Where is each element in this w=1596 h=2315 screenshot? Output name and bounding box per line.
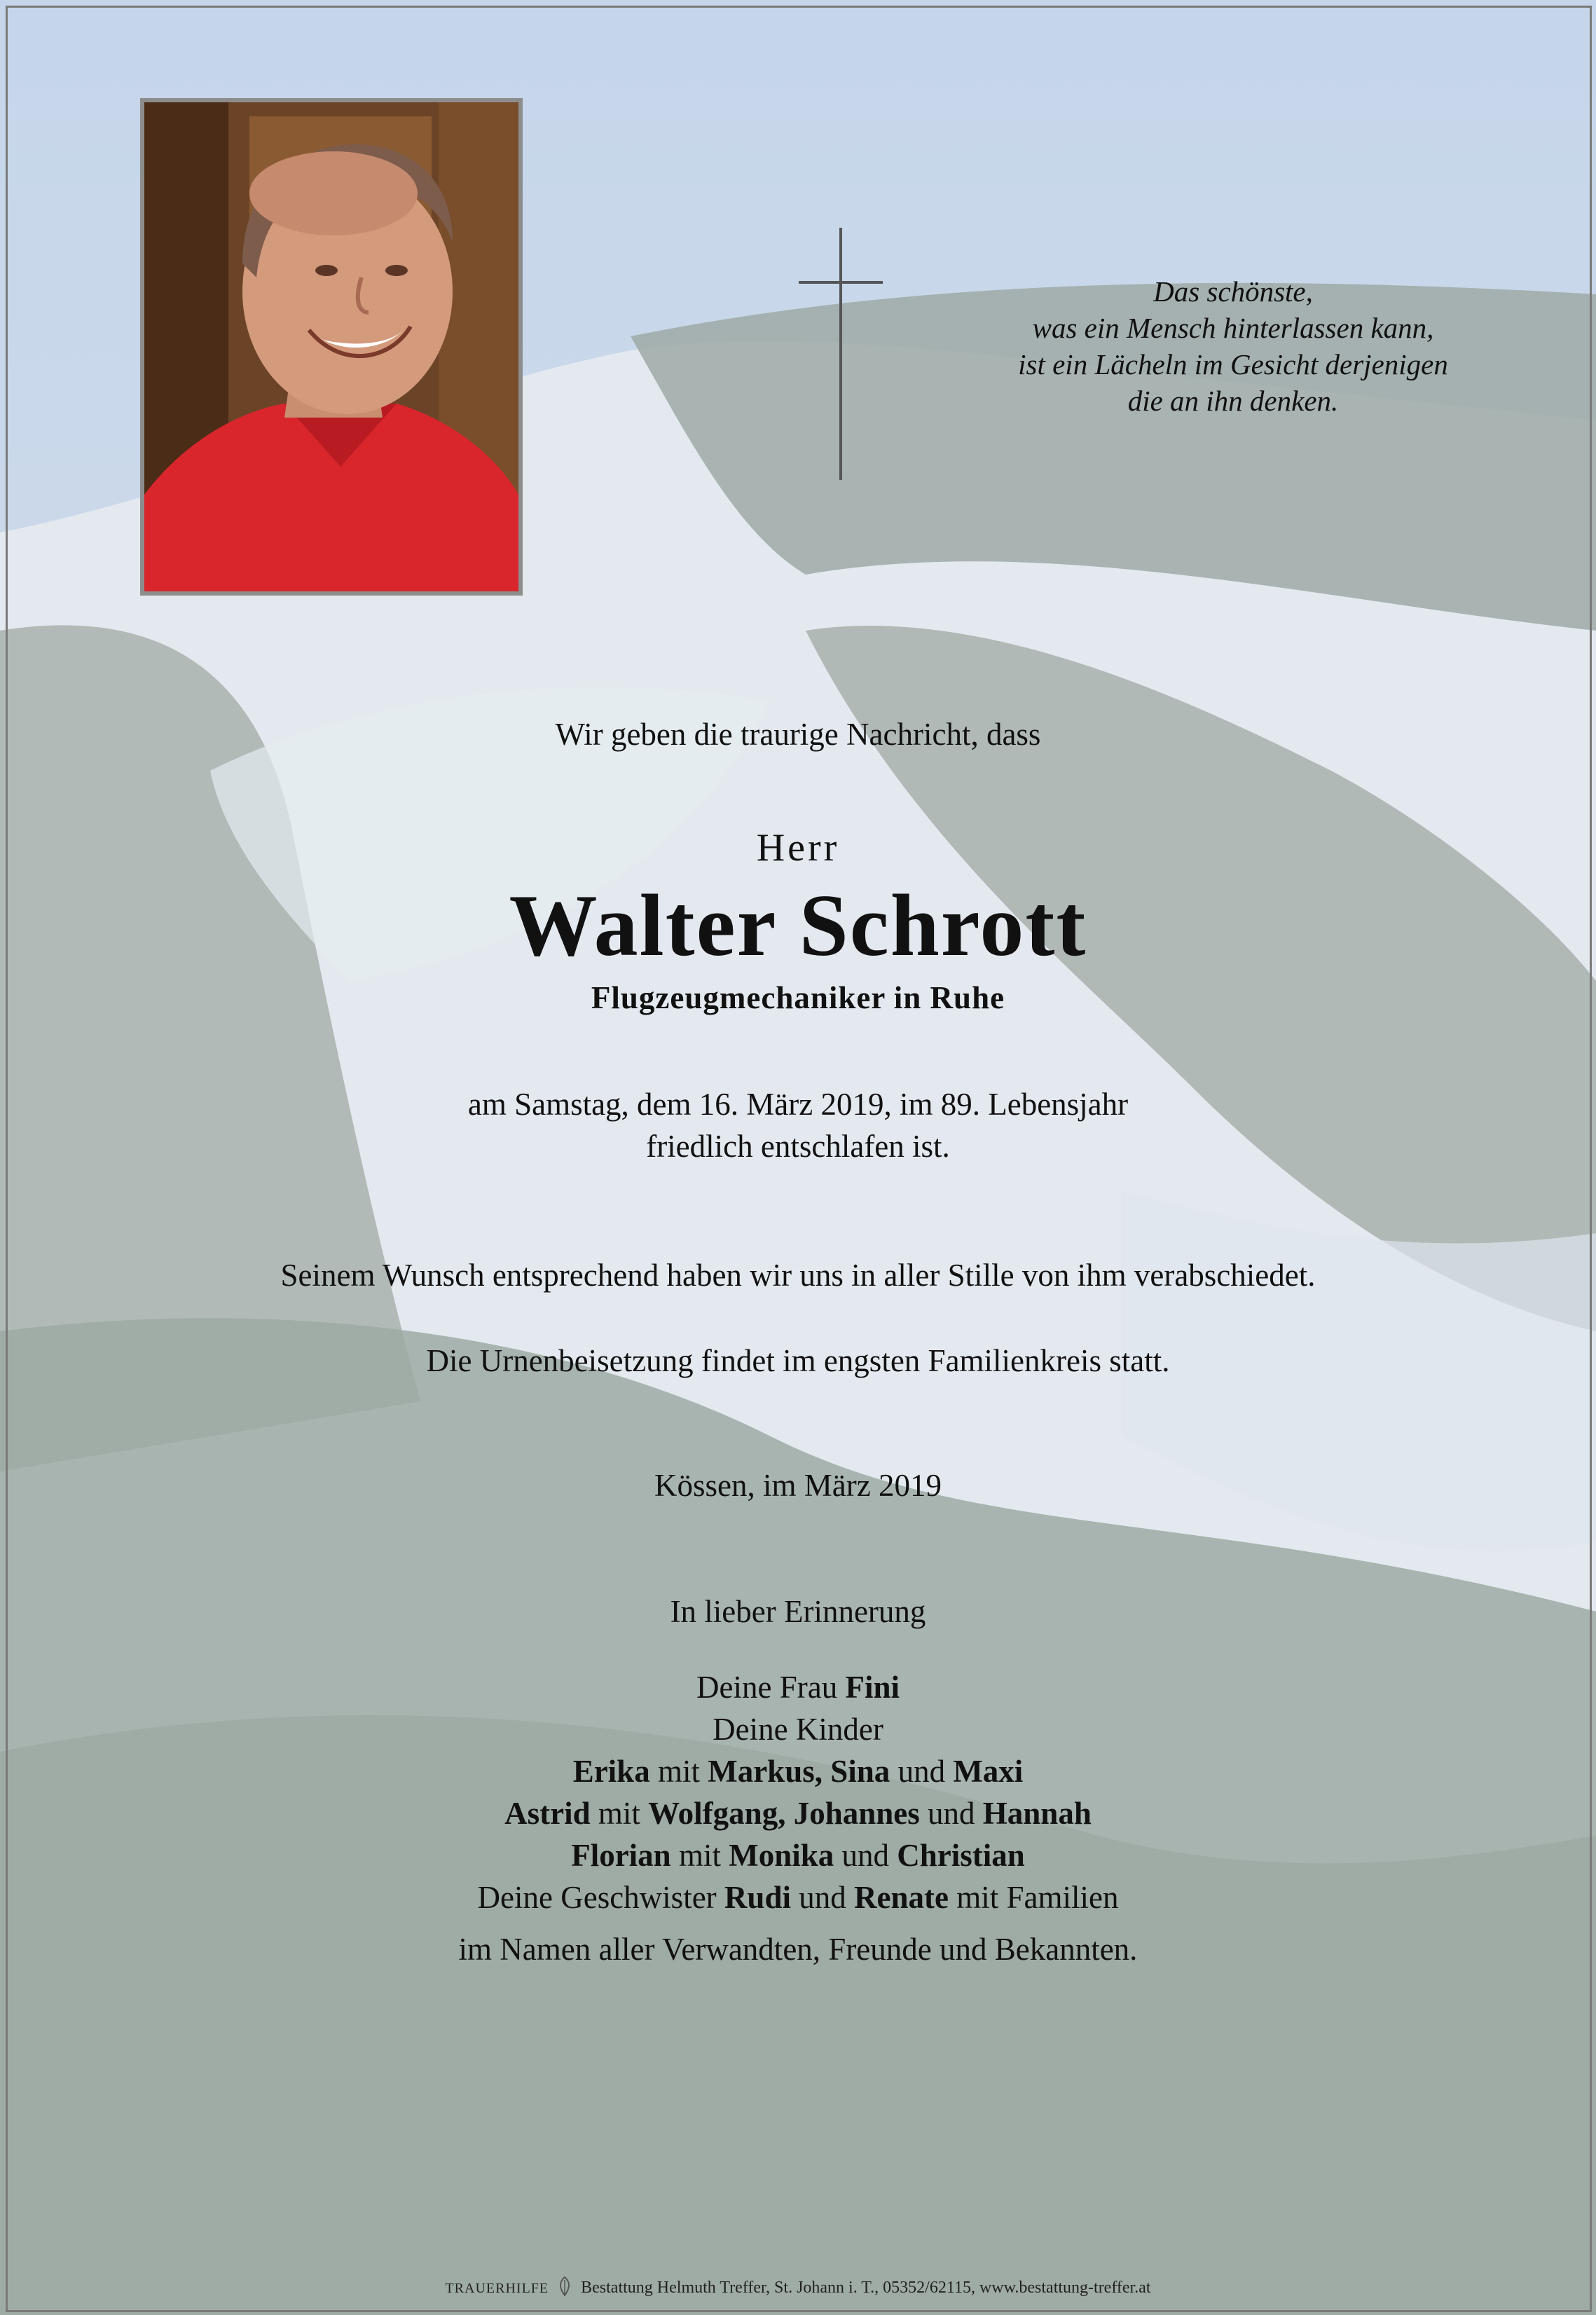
mourner-children-label: Deine Kinder	[713, 1712, 883, 1747]
footer-text: Bestattung Helmuth Treffer, St. Johann i. T., 05352/62115, www.bestattung-treffer.at	[581, 2279, 1151, 2297]
poem-line: ist ein Lächeln im Gesicht derjenigen	[1018, 348, 1448, 380]
deceased-name: Walter Schrott	[509, 877, 1087, 975]
date-of-death: am Samstag, dem 16. März 2019, im 89. Lebensjahr	[467, 1087, 1129, 1122]
poem-line: was ein Mensch hinterlassen kann,	[1032, 312, 1434, 344]
burial-text: Die Urnenbeisetzung findet im engsten Familienkreis statt.	[426, 1343, 1170, 1378]
mourners-heading: In lieber Erinnerung	[670, 1594, 926, 1629]
mourner-siblings: Deine Geschwister Rudi und Renate mit Familien	[477, 1880, 1119, 1915]
mourner-family: Erika mit Markus, Sina und Maxi	[572, 1754, 1024, 1789]
poem-line: Das schönste,	[1153, 275, 1313, 308]
mourners-list	[0, 1591, 1596, 1970]
portrait-photo	[140, 98, 523, 596]
memorial-poem	[932, 273, 1534, 419]
mourner-family: Florian mit Monika und Christian	[571, 1838, 1025, 1873]
mourner-family: Astrid mit Wolfgang, Johannes und Hannah	[504, 1796, 1092, 1831]
occupation: Flugzeugmechaniker in Ruhe	[591, 980, 1005, 1015]
intro-text: Wir geben die traurige Nachricht, dass	[555, 717, 1041, 752]
passing-text: friedlich entschlafen ist.	[646, 1129, 950, 1164]
cross-icon	[799, 228, 883, 480]
footer	[0, 2276, 1596, 2297]
mourners-closing: im Namen aller Verwandten, Freunde und Bekannten.	[458, 1932, 1138, 1967]
poem-line: die an ihn denken.	[1127, 385, 1339, 417]
salutation: Herr	[756, 826, 840, 870]
farewell-text: Seinem Wunsch entsprechend haben wir uns in aller Stille von ihm verabschiedet.	[280, 1258, 1316, 1293]
place-date: Kössen, im März 2019	[654, 1468, 942, 1503]
footer-brand: TRAUERHILFE	[445, 2281, 549, 2296]
mourner-wife: Deine Frau Fini	[696, 1670, 900, 1705]
leaf-logo-icon	[557, 2276, 572, 2297]
